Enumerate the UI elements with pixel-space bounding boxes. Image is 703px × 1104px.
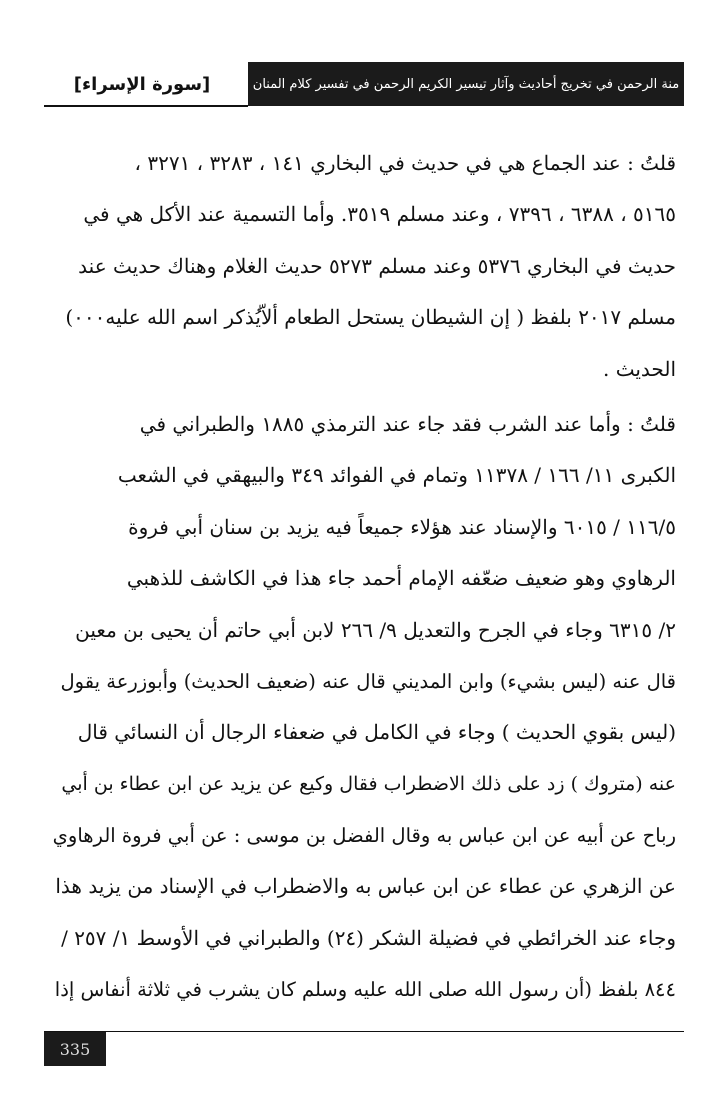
text-line: ٢/ ٦٣١٥ وجاء في الجرح والتعديل ٩/ ٢٦٦ لابن أبي حاتم أن يحيى بن معين [75,617,676,642]
text-line: رباح عن أبيه عن ابن عباس به وقال الفضل بن موسى : عن أبي فروة الرهاوي [52,824,676,848]
text-line: مسلم ٢٠١٧ بلفظ ( إن الشيطان يستحل الطعام ألاّيُذكر اسم الله عليه٠٠٠) [65,305,676,330]
page-number: 335 [44,1032,106,1066]
text-line: الرهاوي وهو ضعيف ضعّفه الإمام أحمد جاء هذا في الكاشف للذهبي [126,566,676,591]
running-header [44,62,684,106]
book-title-banner: منة الرحمن في تخريج أحاديث وآثار تيسير الكريم الرحمن في تفسير كلام المنان [248,62,684,106]
text-line: ١١٦/٥ / ٦٠١٥ والإسناد عند هؤلاء جميعاً فيه يزيد بن سنان أبي فروة [128,514,676,539]
footer-rule [44,1031,684,1032]
page-body [50,138,676,1016]
text-line: قلتُ : وأما عند الشرب فقد جاء عند الترمذي ١٨٨٥ والطبراني في [139,411,676,436]
text-line: ٥١٦٥ ، ٦٣٨٨ ، ٧٣٩٦ ، وعند مسلم ٣٥١٩. وأما التسمية عند الأكل هي في [83,202,676,227]
text-line: قال عنه (ليس بشيء) وابن المديني قال عنه (ضعيف الحديث) وأبوزرعة يقول [60,669,676,693]
text-line: عنه (متروك ) زد على ذلك الاضطراب فقال وكيع عن يزيد عن ابن عطاء بن أبي [61,772,676,795]
text-line: وجاء عند الخرائطي في فضيلة الشكر (٢٤) والطبراني في الأوسط ١/ ٢٥٧ / [61,925,676,950]
text-line: الحديث . [603,356,676,381]
surah-label: [سورة الإسراء] [73,73,211,95]
text-line: عن الزهري عن عطاء عن ابن عباس به والاضطراب في الإسناد من يزيد هذا [55,874,676,899]
text-line: حديث في البخاري ٥٣٧٦ وعند مسلم ٥٢٧٣ حديث الغلام وهناك حديث عند [78,253,676,278]
header-underline [44,105,248,107]
text-line: ٨٤٤ بلفظ (أن رسول الله صلى الله عليه وسلم كان يشرب في ثلاثة أنفاس إذا [54,978,676,1002]
text-line: (ليس بقوي الحديث ) وجاء في الكامل في ضعفاء الرجال أن النسائي قال [77,720,676,745]
text-line: الكبرى ١١/ ١٦٦ / ١١٣٧٨ وتمام في الفوائد ٣٤٩ والبيهقي في الشعب [117,463,676,488]
text-line: قلتُ : عند الجماع هي في حديث في البخاري ١٤١ ، ٣٢٨٣ ، ٣٢٧١ ، [134,151,676,175]
